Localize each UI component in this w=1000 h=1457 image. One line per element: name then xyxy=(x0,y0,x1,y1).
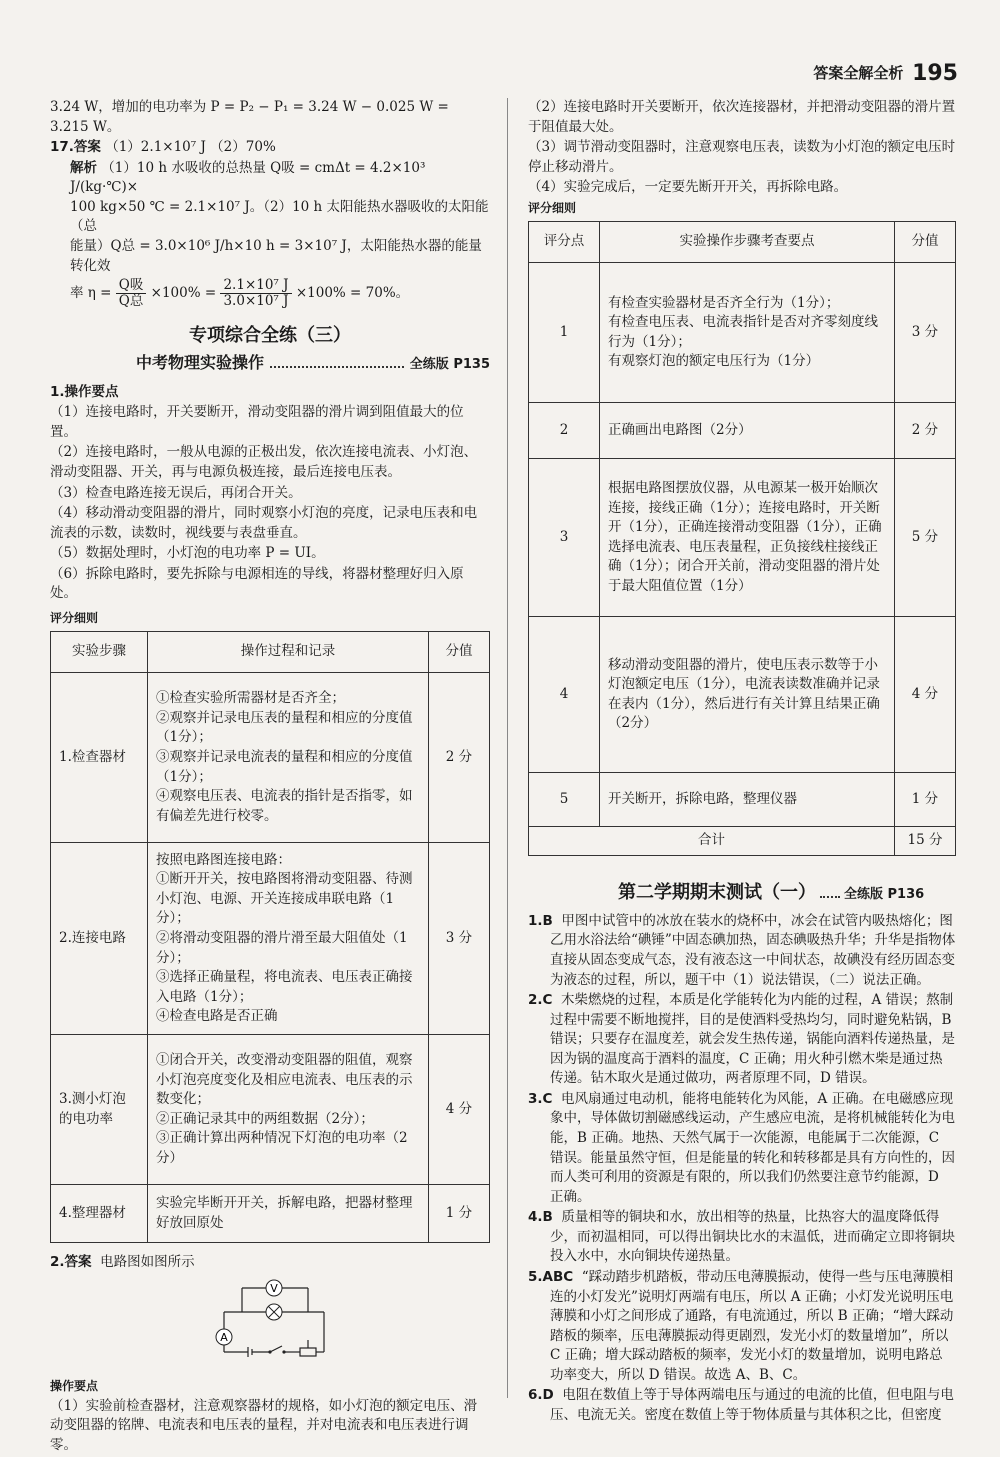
table-row xyxy=(529,403,956,459)
page-header xyxy=(813,58,958,90)
step-cell: 4.整理器材 xyxy=(51,1185,148,1243)
leader-dots xyxy=(270,356,404,368)
detail-line: ④检查电路是否正确 xyxy=(156,1008,278,1025)
table-row xyxy=(51,843,490,1035)
step-cell: 2.连接电路 xyxy=(51,843,148,1035)
detail-line: 开关断开，拆除电路，整理仪器 xyxy=(608,790,797,807)
column-divider xyxy=(507,98,508,1398)
left-column xyxy=(50,98,490,1456)
score-heading: 评分细则 xyxy=(528,200,577,215)
score-cell: 1 分 xyxy=(429,1185,490,1243)
col-header: 评分点 xyxy=(529,222,600,263)
answer-text: 电风扇通过电动机，能将电能转化为风能，A 正确。在电磁感应现象中，导体做切割磁感线运动，产生感应电流，是将机械能转化为电能，B 正确。地热、天然气属于一次能源，电能属于二次能源，C 错误。能量虽然守恒，但是能量的转化和转移都是具有方向性的，因而人类可利用的资源是有限的，所以我们仍然要注意节约能源，D 正确。 xyxy=(550,1090,955,1205)
analysis-line: （1）10 h 水吸收的总热量 Q吸 = cmΔt = 4.2×10³ J/(kg·℃)× xyxy=(70,159,426,196)
total-label: 合计 xyxy=(529,827,895,856)
score-heading: 评分细则 xyxy=(50,610,99,625)
col-header: 实验步骤 xyxy=(51,632,148,673)
header-title: 答案全解全析 xyxy=(813,64,904,83)
circuit-diagram xyxy=(200,1278,340,1360)
op-item: （4）移动滑动变阻器的滑片，同时观察小灯泡的亮度，记录电压表和电流表的示数，读数时，视线要与表盘垂直。 xyxy=(50,505,478,541)
detail-line: 实验完毕断开开关，拆解电路，把器材整理好放回原处 xyxy=(156,1195,413,1231)
analysis-line: 100 kg×50 ℃ = 2.1×10⁷ J。（2）10 h 太阳能热水器吸收的太阳能（总 xyxy=(70,198,489,235)
point-cell: 5 xyxy=(529,773,600,827)
detail-line: ①断开开关，按电路图将滑动变阻器、待测小灯泡、电源、开关连接成串联电路（1分）； xyxy=(156,871,413,927)
op-item: （1）实验前检查器材，注意观察器材的规格，如小灯泡的额定电压、滑动变阻器的铭牌、电流表和电压表的量程，并对电流表和电压表进行调零。 xyxy=(50,1397,478,1453)
detail-line: 有检查电压表、电流表指针是否对齐零刻度线行为（1分）； xyxy=(608,314,878,350)
detail-cell xyxy=(600,403,895,459)
table-header-row xyxy=(51,632,490,673)
q2-answer xyxy=(50,1253,490,1273)
step-cell xyxy=(51,1035,148,1185)
score-table-right xyxy=(528,221,956,856)
detail-cell xyxy=(600,617,895,773)
detail-line: ①检查实验所需器材是否齐全； xyxy=(156,690,345,707)
answer-label: 1.B xyxy=(528,912,553,929)
answer-label: 3.C xyxy=(528,1090,553,1107)
answer-text: 木柴燃烧的过程，本质是化学能转化为内能的过程，A 错误；熬制过程中需要不断地搅拌，目的是使酒料受热均匀，同时避免粘锅，B 错误；只要存在温度差，就会发生热传递，锅能向酒料传递热量，是因为锅的温度高于酒料的温度，C 正确；用火种引燃木柴是通过热传递。钻木取火是通过做功，两者原理不同，D 错误。 xyxy=(550,992,955,1087)
step-line: 3.测小灯泡 xyxy=(59,1091,126,1108)
detail-line: ③选择正确量程，将电流表、电压表正确接入电路（1分）； xyxy=(156,969,413,1005)
score-cell: 4 分 xyxy=(429,1035,490,1185)
denominator: 3.0×10⁷ J xyxy=(223,292,289,309)
op-item: （3）检查电路连接无误后，再闭合开关。 xyxy=(50,484,302,501)
fraction xyxy=(220,278,291,309)
eta-end: ×100% = 70%。 xyxy=(295,284,410,301)
detail-cell xyxy=(148,1035,429,1185)
q17-label: 17.答案 xyxy=(50,139,101,156)
table-row xyxy=(51,673,490,843)
op-item: （1）连接电路时，开关要断开，滑动变阻器的滑片调到阻值最大的位置。 xyxy=(50,404,464,440)
detail-line: 有观察灯泡的额定电压行为（1分） xyxy=(608,353,820,370)
page-number: 195 xyxy=(912,61,958,86)
op-item: （3）调节滑动变阻器时，注意观察电压表，读数为小灯泡的额定电压时停止移动滑片。 xyxy=(528,139,956,175)
answer-item xyxy=(528,1386,956,1425)
voltmeter-label: V xyxy=(270,1281,278,1295)
detail-cell xyxy=(600,459,895,617)
eta-mid: ×100% = xyxy=(150,284,217,301)
detail-line: ①闭合开关，改变滑动变阻器的阻值，观察小灯泡亮度变化及相应电流表、电压表的示数变化； xyxy=(156,1052,413,1108)
step-cell: 1.检查器材 xyxy=(51,673,148,843)
answer-item xyxy=(528,1208,956,1267)
table-row xyxy=(529,459,956,617)
col-header: 实验操作步骤考查要点 xyxy=(600,222,895,263)
answer-label: 2.C xyxy=(528,992,553,1009)
detail-line: ③正确计算出两种情况下灯泡的电功率（2分） xyxy=(156,1130,408,1166)
score-cell: 1 分 xyxy=(895,773,956,827)
table-row xyxy=(529,617,956,773)
table-row xyxy=(51,1035,490,1185)
detail-line: ②观察并记录电压表的量程和相应的分度值（1分）； xyxy=(156,709,413,746)
score-cell: 3 分 xyxy=(895,263,956,403)
score-cell: 3 分 xyxy=(429,843,490,1035)
detail-cell xyxy=(148,843,429,1035)
score-cell: 2 分 xyxy=(895,403,956,459)
switch-contact xyxy=(268,1350,271,1353)
answer-item xyxy=(528,991,956,1089)
fraction xyxy=(116,278,147,309)
answer-item xyxy=(528,1268,956,1385)
right-column xyxy=(528,98,956,1426)
q17-answer-text: （1）2.1×10⁷ J （2）70% xyxy=(105,139,276,156)
ops-heading: 1.操作要点 xyxy=(50,383,119,400)
eta-prefix: 率 η = xyxy=(70,284,112,301)
test-title xyxy=(528,880,956,906)
col-header: 分值 xyxy=(895,222,956,263)
detail-cell xyxy=(148,673,429,843)
detail-cell xyxy=(600,263,895,403)
answer-item xyxy=(528,1090,956,1207)
answer-text: 甲图中试管中的冰放在装水的烧杯中，冰会在试管内吸热熔化；图乙用水浴法给“碘锤”中固态碘加热，固态碘吸热升华；升华是指物体直接从固态变成气态，没有液态这一中间状态，故碘没有经历固态变为液态的过程，所以，题干中（1）说法错误，（二）说法正确。 xyxy=(550,912,956,988)
answer-label: 6.D xyxy=(528,1387,554,1404)
detail-line: 根据电路图摆放仪器，从电源某一极开始顺次连接，接线正确（1分）；连接电路时，开关断开（1分），正确连接滑动变阻器（1分），正确选择电流表、电压表量程，正负接线柱接线正确（1分）；闭合开关前，滑动变阻器的滑片处于最大阻值位置（1分） xyxy=(608,480,882,594)
detail-cell xyxy=(600,773,895,827)
detail-line: 按照电路图连接电路： xyxy=(156,851,291,868)
table-row xyxy=(51,1185,490,1243)
answer-label: 5.ABC xyxy=(528,1268,574,1285)
answer-label: 4.B xyxy=(528,1209,553,1226)
page-reference: 全练版 P136 xyxy=(844,886,925,902)
ops-heading-2: 操作要点 xyxy=(50,1379,99,1394)
detail-line: 移动滑动变阻器的滑片，使电压表示数等于小灯泡额定电压（1分），电流表读数准确并记录在表内（1分），然后进行有关计算且结果正确（2分） xyxy=(608,656,880,732)
denominator: Q总 xyxy=(118,292,144,309)
op-item: （2）连接电路时开关要断开，依次连接器材，并把滑动变阻器的滑片置于阻值最大处。 xyxy=(528,99,956,135)
analysis-label: 解析 xyxy=(70,159,97,176)
numerator: 2.1×10⁷ J xyxy=(220,278,291,294)
point-cell: 1 xyxy=(529,263,600,403)
ammeter-label: A xyxy=(220,1330,228,1344)
op-item: （4）实验完成后，一定要先断开开关，再拆除电路。 xyxy=(528,179,848,196)
point-cell: 4 xyxy=(529,617,600,773)
q17-analysis xyxy=(50,159,490,276)
col-header: 操作过程和记录 xyxy=(148,632,429,673)
op-item: （2）连接电路时，一般从电源的正极出发，依次连接电流表、小灯泡、滑动变阻器、开关，再与电源负极连接，最后连接电压表。 xyxy=(50,444,478,480)
score-cell: 2 分 xyxy=(429,673,490,843)
detail-line: 正确画出电路图（2分） xyxy=(608,421,752,438)
detail-line: 有检查实验器材是否齐全行为（1分）； xyxy=(608,294,840,311)
section-title: 专项综合全练（三） xyxy=(189,324,351,346)
total-score: 15 分 xyxy=(895,827,956,856)
answer-text: 质量相等的铜块和水，放出相等的热量，比热容大的温度降低得少，而初温相同，可以得出铜块比水的末温低，进而确定立即将铜块投入水中，水向铜块传递热量。 xyxy=(550,1209,955,1265)
analysis-line: 能量）Q总 = 3.0×10⁶ J/h×10 h = 3×10⁷ J，太阳能热水器的能量转化效 xyxy=(70,237,482,274)
step-line: 的电功率 xyxy=(59,1110,113,1127)
switch-contact xyxy=(282,1350,285,1353)
detail-line: ③观察并记录电流表的量程和相应的分度值（1分）； xyxy=(156,748,413,785)
text-line: 3.24 W，增加的电功率为 P = P₂ − P₁ = 3.24 W − 0.025 W = 3.215 W。 xyxy=(50,99,449,135)
detail-cell xyxy=(148,1185,429,1243)
score-cell: 5 分 xyxy=(895,459,956,617)
table-row xyxy=(529,263,956,403)
answer-item xyxy=(528,912,956,990)
section-subtitle xyxy=(50,351,490,375)
leader-dots xyxy=(820,886,840,898)
col-header: 分值 xyxy=(429,632,490,673)
page-reference: 全练版 P135 xyxy=(409,356,490,372)
q2-label: 2.答案 xyxy=(50,1254,92,1271)
table-header-row xyxy=(529,222,956,263)
efficiency-formula xyxy=(50,278,490,309)
op-item: （5）数据处理时，小灯泡的电功率 P = UI。 xyxy=(50,545,325,562)
answer-text: “踩动踏步机踏板，带动压电薄膜振动，使得一些与压电薄膜相连的小灯发光”说明灯两端有电压，所以 A 正确；小灯发光说明压电薄膜和小灯之间形成了通路，有电流通过，所以 B 正确；“增大踩动踏板的频率，压电薄膜振动得更剧烈，发光小灯的数量增加”，所以 C 正确；增大踩动踏板的频率，发光小灯的数量增加，说明电路总功率变大，所以 D 错误。故选 A、B、C。 xyxy=(550,1268,954,1383)
test-title-text: 第二学期期末测试（一） xyxy=(618,881,816,903)
detail-line: ②将滑动变阻器的滑片滑至最大阻值处（1分）； xyxy=(156,929,408,966)
detail-line: ④观察电压表、电流表的指针是否指零，如有偏差先进行校零。 xyxy=(156,788,413,824)
q17-answer xyxy=(50,138,490,158)
score-cell: 4 分 xyxy=(895,617,956,773)
score-table-left xyxy=(50,631,490,1243)
op-item: （6）拆除电路时，要先拆除与电源相连的导线，将器材整理好归入原处。 xyxy=(50,565,464,602)
answer-text: 电阻在数值上等于导体两端电压与通过的电流的比值，但电阻与电压、电流无关。密度在数值上等于物体质量与其体积之比，但密度 xyxy=(550,1387,954,1423)
table-row xyxy=(529,773,956,827)
table-total-row xyxy=(529,827,956,856)
subtitle-text: 中考物理实验操作 xyxy=(136,352,265,372)
point-cell: 2 xyxy=(529,403,600,459)
detail-line: ②正确记录其中的两组数据（2分）； xyxy=(156,1110,374,1127)
numerator: Q吸 xyxy=(116,278,147,294)
point-cell: 3 xyxy=(529,459,600,617)
q2-text: 电路图如图所示 xyxy=(100,1254,195,1271)
